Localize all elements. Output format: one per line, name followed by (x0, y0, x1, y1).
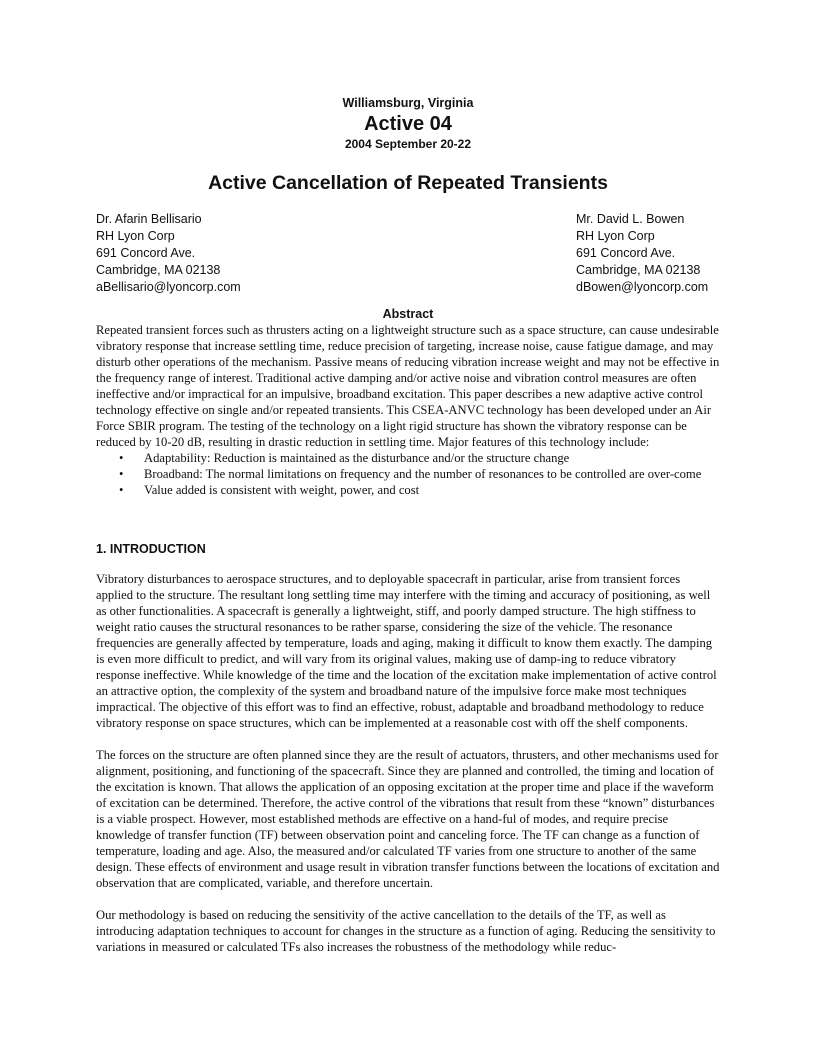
author-street: 691 Concord Ave. (576, 246, 676, 260)
bullet-icon: • (119, 467, 124, 481)
conference-header (0, 96, 816, 152)
bullet-icon: • (119, 483, 124, 497)
bullet-icon: • (119, 451, 124, 465)
author-block-1 (96, 211, 241, 296)
conference-name: Active 04 (364, 113, 452, 135)
author-company: RH Lyon Corp (96, 229, 175, 243)
author-city: Cambridge, MA 02138 (96, 263, 221, 277)
author-street: 691 Concord Ave. (96, 246, 196, 260)
feature-text: Broadband: The normal limitations on frequency and the number of resonances to be controlled are over-come (144, 467, 702, 481)
author-city: Cambridge, MA 02138 (576, 263, 701, 277)
author-name: Mr. David L. Bowen (576, 212, 685, 226)
author-name: Dr. Afarin Bellisario (96, 212, 202, 226)
paper-title: Active Cancellation of Repeated Transients (208, 172, 608, 194)
intro-paragraph: The forces on the structure are often planned since they are the result of actuators, thrusters, and other mechanisms used for alignment, positioning, and functioning of the spacecraft. Since they are planned and controlled, the timing and location of the excitation is known. That allows the application of an opposing excitation at the proper time and place if the waveform of excitation can be determined. Therefore, the active control of the vibrations that result from these “known” disturbances is a viable prospect. However, most established methods are effective on a hand-ful of modes, and require precise knowledge of transfer function (TF) between observation point and canceling force. The TF can change as a function of temperature, loading and age. Also, the measured and/or calculated TF varies from one structure to another of the same design. These effects of environment and usage result in vibration transfer functions between the locations of excitation and observation that are complicated, variable, and therefore uncertain. (96, 748, 720, 890)
author-company: RH Lyon Corp (576, 229, 655, 243)
intro-paragraph: Our methodology is based on reducing the sensitivity of the active cancellation to the details of the TF, as well as introducing adaptation techniques to account for changes in the structure as a function of aging. Reducing the sensitivity to variations in measured or calculated TFs also increases the robustness of the methodology while reduc- (96, 908, 716, 954)
abstract-text: Repeated transient forces such as thrusters acting on a lightweight structure such as a space structure, can cause undesirable vibratory response that increase settling time, reduce precision of targeting, increase noise, cause fatigue damage, and may disturb other operations of the mechanism. Passive means of reducing vibration increase weight and may not be effective in the frequency range of interest. Traditional active damping and/or active noise and vibration control measures are often ineffective and/or impractical for an impulsive, broadband excitation. This paper describes a new adaptive active control technology effective on single and/or repeated transients. This CSEA-ANVC technology has been developed under an Air Force SBIR program. The testing of the technology on a light rigid structure has shown the vibratory response can be reduced by 10-20 dB, resulting in drastic reduction in settling time. Major features of this technology include: (96, 323, 720, 449)
abstract-section (96, 322, 720, 498)
list-item (96, 450, 720, 466)
feature-list (96, 450, 720, 498)
list-item (96, 482, 720, 498)
author-email: aBellisario@lyoncorp.com (96, 280, 241, 294)
section-heading-introduction: 1. INTRODUCTION (96, 542, 206, 556)
intro-paragraph: Vibratory disturbances to aerospace structures, and to deployable spacecraft in particular, arise from transient forces applied to the structure. The resultant long settling time may interfere with the timing and accuracy of positioning, as well as other functionalities. A spacecraft is generally a lightweight, stiff, and poorly damped structure. The high stiffness to weight ratio causes the structural resonances to be rather sparse, considering the size of the vehicle. The resonance frequencies are generally affected by temperature, loads and aging, making it difficult to know them exactly. The damping is even more difficult to predict, and will vary from its original values, making use of damp-ing to reduce vibratory response ineffective. While knowledge of the time and the location of the excitation make implementation of active control an attractive option, the complexity of the system and broadband nature of the impulsive force make most techniques impractical. The objective of this effort was to find an effective, robust, adaptable and broadband methodology to reduce vibratory response on space structures, which can be implemented at a reasonable cost with off the shelf components. (96, 572, 717, 730)
author-block-2 (576, 211, 708, 296)
list-item (96, 466, 720, 482)
abstract-heading: Abstract (382, 307, 434, 321)
author-email: dBowen@lyoncorp.com (576, 280, 709, 294)
feature-text: Adaptability: Reduction is maintained as the disturbance and/or the structure change (144, 451, 570, 465)
conference-dates: 2004 September 20-22 (344, 137, 472, 151)
introduction-section (96, 571, 720, 971)
feature-text: Value added is consistent with weight, power, and cost (144, 483, 420, 497)
conference-location: Williamsburg, Virginia (342, 96, 474, 110)
